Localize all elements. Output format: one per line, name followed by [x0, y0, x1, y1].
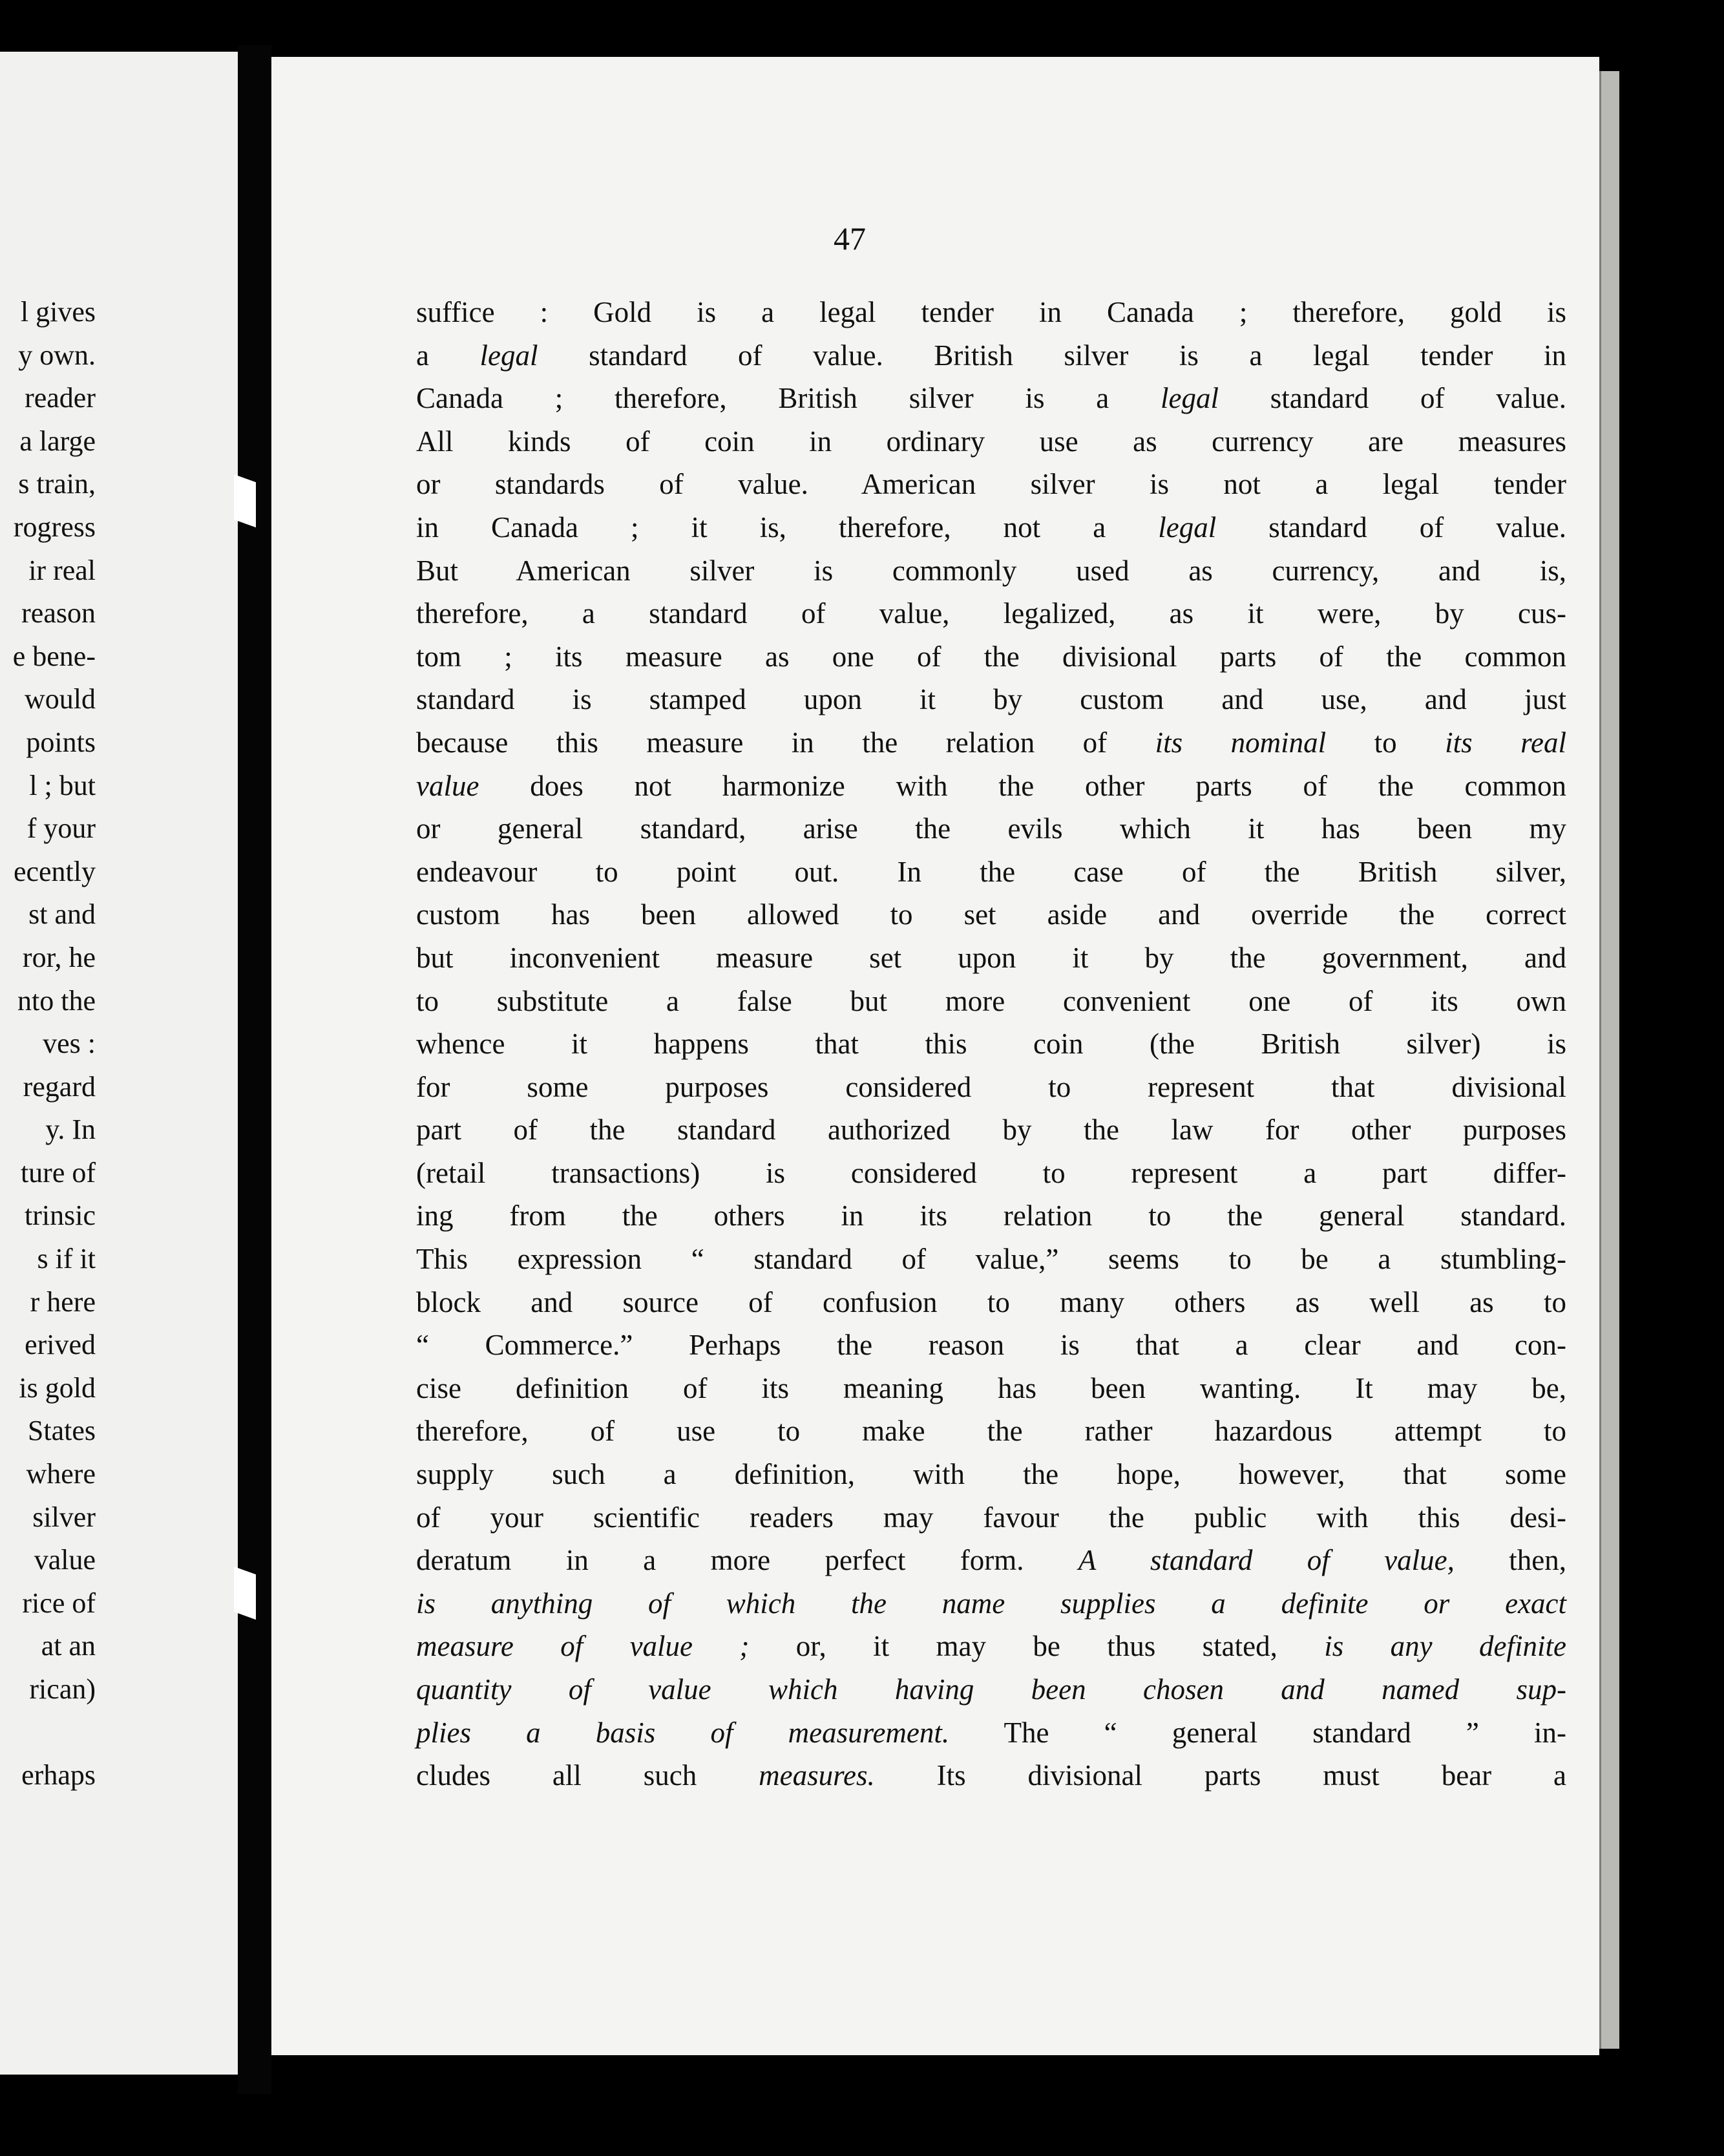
- text-span: or standards of value. American silver is not a legal tender: [416, 468, 1566, 501]
- italic-text: measure of value ;: [416, 1630, 750, 1663]
- text-span: ing from the others in its relation to the general standard.: [416, 1200, 1566, 1232]
- left-line: silver: [32, 1501, 96, 1533]
- text-line: [416, 807, 1566, 851]
- left-line: erived: [25, 1329, 96, 1361]
- left-line: ves :: [43, 1028, 96, 1060]
- text-span: of your scientific readers may favour the public with this desi-: [416, 1501, 1566, 1534]
- text-span: cludes all such: [416, 1759, 759, 1792]
- text-line: [416, 1539, 1566, 1582]
- italic-text: legal: [1161, 382, 1219, 415]
- left-line: ir real: [28, 554, 96, 586]
- text-span: in Canada ; it is, therefore, not a: [416, 511, 1159, 544]
- text-span: a: [416, 339, 480, 372]
- left-line: l gives: [20, 296, 96, 328]
- right-page: [271, 57, 1599, 2055]
- left-line: y own.: [18, 339, 96, 371]
- italic-text: A standard of value,: [1078, 1544, 1455, 1577]
- text-line: [416, 1453, 1566, 1496]
- text-line: [416, 893, 1566, 936]
- text-line: [416, 1152, 1566, 1195]
- text-span: supply such a definition, with the hope, however, that some: [416, 1458, 1566, 1491]
- text-line: [416, 936, 1566, 980]
- text-span: because this measure in the relation of: [416, 726, 1155, 759]
- left-line: rogress: [13, 511, 96, 543]
- italic-text: legal: [1158, 511, 1217, 544]
- text-line: [416, 1367, 1566, 1410]
- text-line: [416, 980, 1566, 1023]
- left-line: points: [26, 726, 96, 758]
- left-line: regard: [23, 1070, 96, 1103]
- text-span: But American silver is commonly used as currency, and is,: [416, 554, 1566, 587]
- left-line: a large: [19, 425, 96, 457]
- left-line: e bene-: [12, 640, 96, 672]
- text-line: [416, 1194, 1566, 1238]
- text-line: [416, 765, 1566, 808]
- text-line: [416, 506, 1566, 549]
- text-span: All kinds of coin in ordinary use as currency are measures: [416, 425, 1566, 458]
- left-line: trinsic: [25, 1200, 96, 1232]
- text-span: “ Commerce.” Perhaps the reason is that a clear and con-: [416, 1329, 1566, 1362]
- binding-hole: [234, 1567, 256, 1620]
- text-span: standard of value.: [1219, 382, 1566, 415]
- text-line: [416, 1668, 1566, 1711]
- text-span: to: [1326, 726, 1445, 759]
- text-line: [416, 549, 1566, 593]
- left-line: where: [26, 1458, 96, 1490]
- text-line: [416, 592, 1566, 635]
- book-spine: [238, 45, 271, 2094]
- page-number: 47: [834, 220, 866, 257]
- text-span: standard of value.: [1216, 511, 1567, 544]
- left-line: ture of: [20, 1156, 96, 1189]
- text-span: cise definition of its meaning has been wanting. It may be,: [416, 1371, 1566, 1404]
- left-line: y. In: [45, 1114, 96, 1146]
- text-span: to substitute a false but more convenient one of its own: [416, 984, 1566, 1017]
- text-span: The “ general standard ” in-: [949, 1716, 1567, 1749]
- text-span: block and source of confusion to many others as well as to: [416, 1285, 1566, 1318]
- left-line: value: [34, 1544, 96, 1576]
- left-line: would: [25, 683, 96, 715]
- italic-text: value: [416, 769, 479, 802]
- text-span: Canada ; therefore, British silver is a: [416, 382, 1161, 415]
- text-line: [416, 1754, 1566, 1797]
- text-span: deratum in a more perfect form.: [416, 1544, 1078, 1577]
- left-line: States: [27, 1415, 96, 1447]
- text-line: [416, 1625, 1566, 1668]
- text-line: [416, 678, 1566, 721]
- left-page: [0, 52, 238, 2075]
- text-span: endeavour to point out. In the case of the British silver,: [416, 855, 1566, 888]
- text-line: [416, 463, 1566, 506]
- text-line: [416, 1324, 1566, 1367]
- text-line: [416, 291, 1566, 334]
- left-line: reader: [25, 382, 96, 414]
- text-span: or general standard, arise the evils which it has been my: [416, 812, 1566, 845]
- left-line: s if it: [37, 1243, 96, 1275]
- text-line: [416, 1108, 1566, 1152]
- text-span: suffice : Gold is a legal tender in Canada ; therefore, gold is: [416, 296, 1566, 328]
- text-line: [416, 635, 1566, 679]
- text-line: [416, 1238, 1566, 1281]
- left-line: [0, 1711, 96, 1755]
- left-line: l ; but: [29, 769, 96, 801]
- body-text: [416, 291, 1566, 1797]
- left-line: is gold: [19, 1371, 96, 1404]
- italic-text: is any definite: [1324, 1630, 1566, 1663]
- text-span: (retail transactions) is considered to represent a part differ-: [416, 1156, 1566, 1189]
- italic-text: plies a basis of measurement.: [416, 1716, 950, 1749]
- left-line: f your: [26, 812, 96, 845]
- text-line: [416, 1410, 1566, 1453]
- text-span: This expression “ standard of value,” seems to be a stumbling-: [416, 1243, 1566, 1276]
- page-edge: [1599, 71, 1619, 2049]
- text-span: Its divisional parts must bear a: [874, 1759, 1566, 1792]
- left-line: ror, he: [22, 941, 96, 973]
- left-line: s train,: [18, 468, 96, 500]
- text-span: does not harmonize with the other parts of the common: [479, 769, 1566, 802]
- italic-text: is anything of which the name supplies a definite or exact: [416, 1587, 1566, 1620]
- text-span: whence it happens that this coin (the British silver) is: [416, 1028, 1566, 1061]
- text-line: [416, 377, 1566, 420]
- left-line: rice of: [22, 1587, 96, 1619]
- text-span: standard is stamped upon it by custom and use, and just: [416, 683, 1566, 716]
- left-line: r here: [30, 1285, 96, 1318]
- text-line: [416, 420, 1566, 463]
- text-span: part of the standard authorized by the law for other purposes: [416, 1114, 1566, 1147]
- text-span: then,: [1454, 1544, 1567, 1577]
- text-span: standard of value. British silver is a legal tender in: [538, 339, 1566, 372]
- text-line: [416, 1582, 1566, 1625]
- text-span: custom has been allowed to set aside and override the correct: [416, 898, 1566, 931]
- text-span: for some purposes considered to represent that divisional: [416, 1070, 1566, 1103]
- left-line: reason: [21, 597, 96, 629]
- text-span: tom ; its measure as one of the divisional parts of the common: [416, 640, 1566, 673]
- text-line: [416, 1281, 1566, 1324]
- italic-text: quantity of value which having been chosen and named sup-: [416, 1673, 1566, 1706]
- left-line: at an: [41, 1630, 96, 1662]
- text-span: therefore, a standard of value, legalized, as it were, by cus-: [416, 597, 1566, 630]
- italic-text: its nominal: [1155, 726, 1327, 759]
- left-line: erhaps: [21, 1759, 96, 1791]
- text-line: [416, 1711, 1566, 1755]
- text-line: [416, 851, 1566, 894]
- text-span: therefore, of use to make the rather hazardous attempt to: [416, 1415, 1566, 1448]
- left-line: nto the: [17, 984, 96, 1017]
- left-line: st and: [28, 898, 96, 931]
- left-line: ecently: [13, 855, 96, 887]
- text-line: [416, 334, 1566, 377]
- text-span: but inconvenient measure set upon it by the government, and: [416, 941, 1566, 974]
- left-line: rican): [29, 1673, 96, 1705]
- text-span: or, it may be thus stated,: [749, 1630, 1325, 1663]
- binding-hole: [234, 474, 256, 527]
- left-page-text: [0, 291, 96, 1797]
- text-line: [416, 721, 1566, 765]
- italic-text: measures.: [759, 1759, 875, 1792]
- text-line: [416, 1066, 1566, 1109]
- text-line: [416, 1022, 1566, 1066]
- italic-text: its real: [1445, 726, 1566, 759]
- text-line: [416, 1496, 1566, 1539]
- italic-text: legal: [479, 339, 538, 372]
